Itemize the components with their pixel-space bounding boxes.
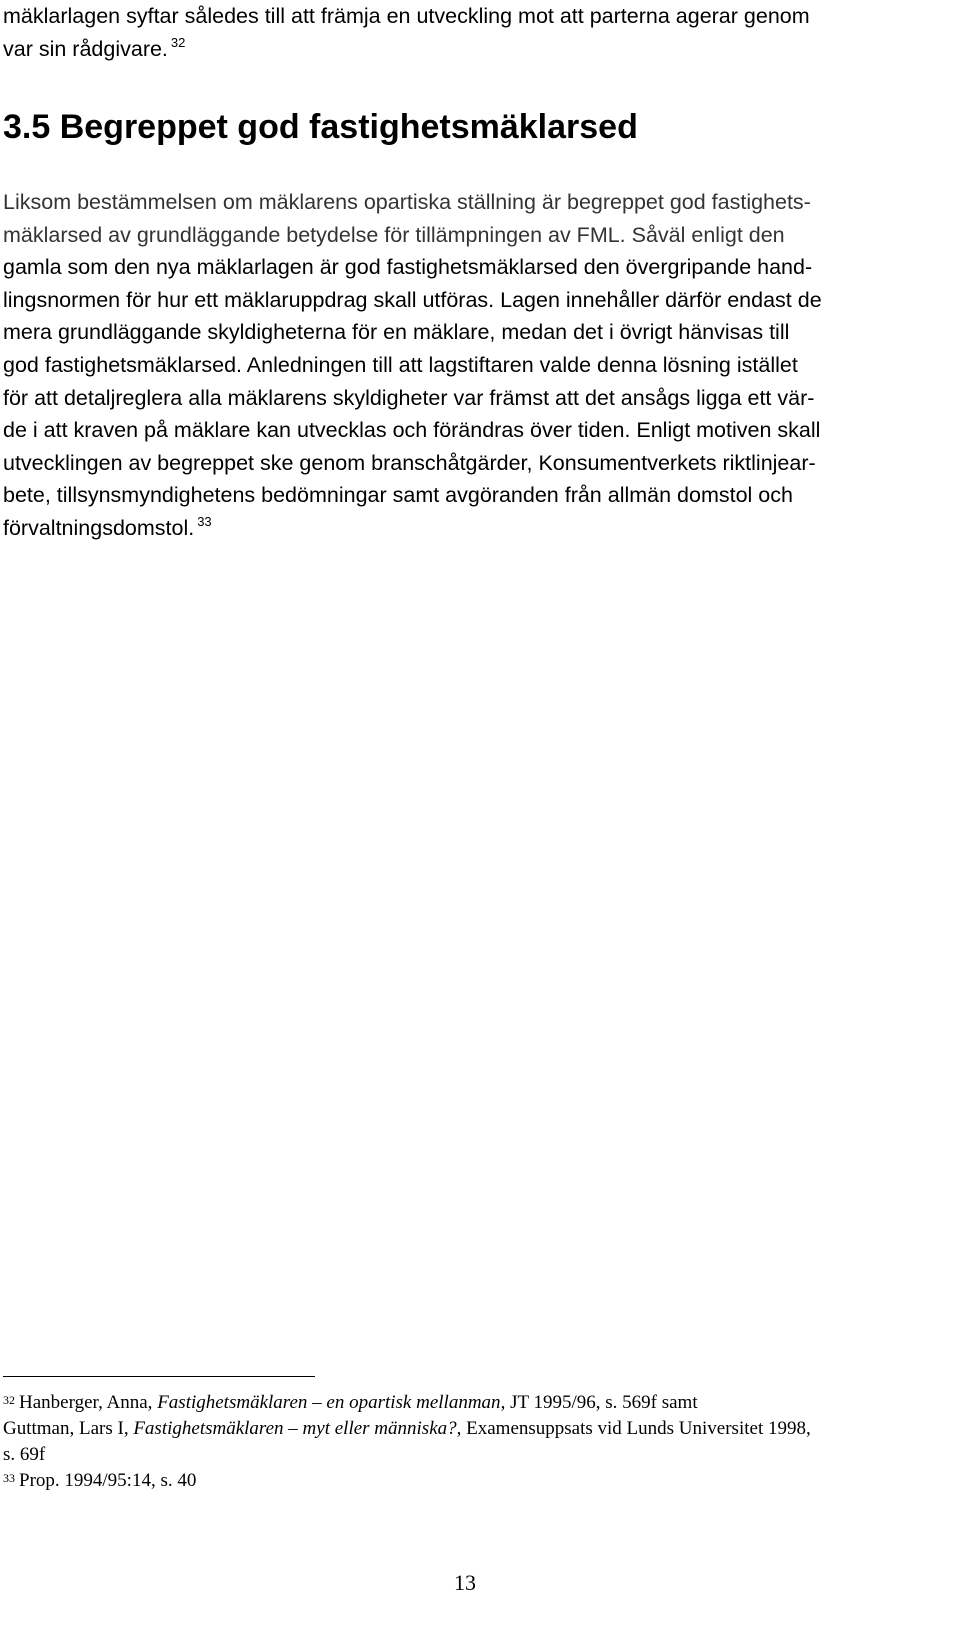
footnote-text: , JT 1995/96, s. 569f samt	[500, 1392, 698, 1413]
footnote-32-line: s. 69f	[3, 1444, 46, 1465]
footnote-number: 32	[3, 1393, 15, 1407]
text-line: mäklarlagen syftar således till att främja en utveckling mot att parterna agerar genom	[3, 4, 810, 28]
text-line: gamla som den nya mäklarlagen är god fastighetsmäklarsed den övergripande hand-	[3, 255, 813, 280]
text-line: mera grundläggande skyldigheterna för en mäklare, medan det i övrigt hänvisas till	[3, 320, 790, 345]
text-line-content: förvaltningsdomstol.	[3, 515, 195, 540]
text-line	[3, 33, 930, 66]
footnote-number: 33	[3, 1471, 15, 1485]
footnote-text: , Examensuppsats vid Lunds Universitet 1998,	[456, 1418, 811, 1439]
footnote-text: Hanberger, Anna,	[19, 1392, 158, 1413]
footnote-33	[3, 1468, 943, 1494]
page-number: 13	[454, 1570, 476, 1595]
footnote-separator	[3, 1376, 315, 1377]
section-paragraph	[3, 186, 930, 545]
footnotes	[3, 1390, 943, 1494]
text-line: bete, tillsynsmyndighetens bedömningar samt avgöranden från allmän domstol och	[3, 483, 793, 508]
text-line: Liksom bestämmelsen om mäklarens opartiska ställning är begreppet god fastighets-	[3, 190, 811, 214]
text-line: god fastighetsmäklarsed. Anledningen till att lagstiftaren valde denna lösning istället	[3, 352, 798, 377]
text-line: de i att kraven på mäklare kan utvecklas och förändras över tiden. Enligt motiven skall	[3, 418, 821, 443]
section-heading: 3.5 Begreppet god fastighetsmäklarsed	[3, 108, 638, 146]
footnote-text: Prop. 1994/95:14, s. 40	[19, 1470, 197, 1491]
text-line: mäklarsed av grundläggande betydelse för tillämpningen av FML. Såväl enligt den	[3, 222, 785, 247]
text-line: utvecklingen av begreppet ske genom branschåtgärder, Konsumentverkets riktlinjear-	[3, 450, 816, 475]
footnote-32	[3, 1390, 943, 1416]
footnote-text: Guttman, Lars I,	[3, 1418, 134, 1439]
footnote-reference-32: 32	[170, 34, 186, 50]
text-line-content: var sin rådgivare.	[3, 36, 168, 61]
footnote-title: Fastighetsmäklaren – en opartisk mellanman	[157, 1392, 501, 1413]
text-line: lingsnormen för hur ett mäklaruppdrag skall utföras. Lagen innehåller därför endast de	[3, 287, 822, 312]
footnote-reference-33: 33	[197, 513, 212, 529]
text-line	[3, 512, 930, 545]
footnote-title: Fastighetsmäklaren – myt eller människa?	[133, 1418, 457, 1439]
intro-paragraph	[3, 0, 930, 65]
text-line: för att detaljreglera alla mäklarens skyldigheter var främst att det ansågs ligga ett vär-	[3, 385, 815, 410]
footnote-32-line	[3, 1416, 943, 1442]
